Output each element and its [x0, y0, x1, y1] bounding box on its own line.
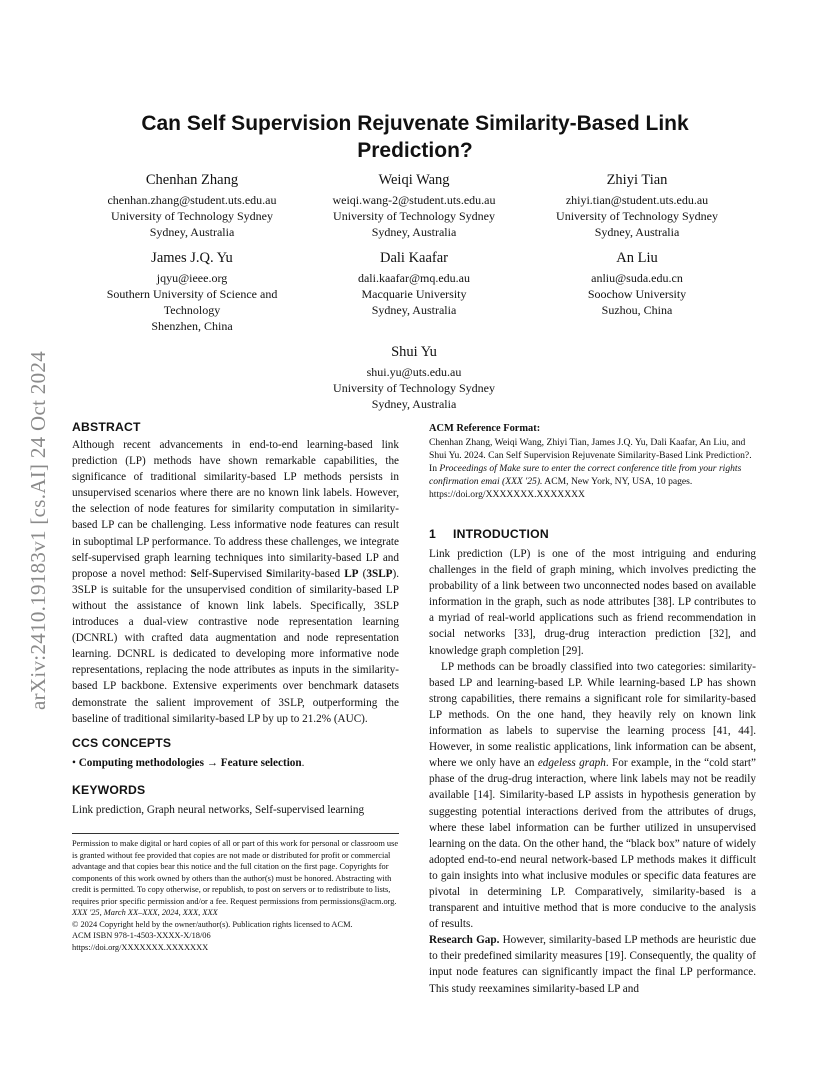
author-block [77, 249, 307, 334]
acm-reference [429, 422, 756, 501]
author-location: Sydney, Australia [371, 397, 457, 411]
intro-paragraph-2: LP methods can be broadly classified into two categories: similarity-based LP and learning-based LP. While learning-based LP has shown strong capabilities, there remains a significant role for similarity-based LP methods. On the one hand, they heavily rely on known link information as labels to supervise the learning process [41, 44]. However, in some realistic applications, link information can be absent, where we only have an edgeless graph. For example, in the “cold start” phase of the drug-drug interaction, where link labels may not be readily available [14]. Similarity-based LP assists in hypothesis generation by suggesting potential interactions derived from the attributes of drugs, where these label information can be further utilized in unsupervised learning on the data. On the other hand, the “black box” nature of widely adopted end-to-end neural network-based LP methods makes it difficult to gain insights into what inclusive modules or specific data features are pivotal in determining LP. Comparatively, similarity-based is a transparent and intuitive method that is more conducive to the analysis of results. [429, 660, 756, 931]
acm-reference-text: Chenhan Zhang, Weiqi Wang, Zhiyi Tian, James J.Q. Yu, Dali Kaafar, An Liu, and Shui Yu. 2024. Can Self Supervision Rejuvenate Similarity-Based Link Prediction?. In Proceedings of Make sure to enter the correct conference title from your rights confirmation emai (XXX '25). ACM, New York, NY, USA, 10 pages. https://doi.org/XXXXXXX.XXXXXXX [429, 437, 752, 500]
abstract-heading: ABSTRACT [72, 420, 141, 434]
footnote [72, 838, 399, 953]
permission-notice: Permission to make digital or hard copies of all or part of this work for personal or classroom use is granted without fee provided that copies are not made or distributed for profit or commercial advantage and that copies bear this notice and the full citation on the first page. Copyrights for components of this work owned by others than the author(s) must be honored. Abstracting with credit is permitted. To copy otherwise, or republish, to post on servers or to redistribute to lists, requires prior specific permission and/or a fee. Request permissions from permissions@acm.org. [72, 839, 399, 906]
keywords-section [72, 782, 399, 818]
arxiv-stamp: arXiv:2410.19183v1 [cs.AI] 24 Oct 2024 [25, 350, 50, 710]
author-name: Shui Yu [391, 344, 437, 360]
author-block [299, 171, 529, 240]
introduction-heading: 1 INTRODUCTION [429, 527, 549, 541]
acm-reference-heading: ACM Reference Format: [429, 423, 541, 434]
author-block [522, 249, 752, 318]
paper-title: Can Self Supervision Rejuvenate Similarity-Based Link Prediction? [141, 112, 689, 162]
keywords-heading: KEYWORDS [72, 783, 146, 797]
author-affiliation: Southern University of Science and Technology [106, 287, 278, 317]
author-affiliation: University of Technology Sydney [111, 209, 273, 223]
abstract-text: Although recent advancements in end-to-end learning-based link prediction (LP) methods have shown remarkable capabilities, the significance of traditional similarity-based LP methods persists in unsupervised scenarios where there are no known link labels. However, the selection of node features for similarity computation in similarity-based LP can be challenging. Less informative node features can result in suboptimal LP performance. To address these challenges, we integrate self-supervised graph learning techniques into similarity-based LP and propose a novel method: Self-Supervised Similarity-based LP (3SLP). 3SLP is suitable for the unsupervised condition of similarity-based LP without the assistance of known link labels. Specifically, 3SLP introduces a dual-view contrastive node representation learning (DCNRL) with crafted data augmentation and node representation learning. DCNRL is dedicated to developing more informative node representations, replacing the node attributes as inputs in the similarity-based LP backbone. Extensive experiments over benchmark datasets demonstrate the salient improvement of 3SLP, outperforming the baseline of traditional similarity-based LP by up to 21.2% (AUC). [72, 439, 400, 725]
ccs-section [72, 735, 399, 771]
author-email[interactable]: chenhan.zhang@student.uts.edu.au [107, 193, 277, 207]
author-location: Shenzhen, China [151, 319, 233, 333]
author-location: Sydney, Australia [371, 303, 457, 317]
abstract-section [72, 419, 399, 727]
author-email[interactable]: weiqi.wang-2@student.uts.edu.au [332, 193, 496, 207]
author-location: Sydney, Australia [371, 225, 457, 239]
author-email[interactable]: anliu@suda.edu.cn [591, 271, 683, 285]
author-email[interactable]: shui.yu@uts.edu.au [366, 365, 462, 379]
ccs-concept: • Computing methodologies → Feature selection. [72, 757, 305, 769]
author-block [522, 171, 752, 240]
copyright: © 2024 Copyright held by the owner/author(s). Publication rights licensed to ACM. [72, 919, 353, 929]
keywords-text: Link prediction, Graph neural networks, Self-supervised learning [72, 804, 365, 816]
introduction-section [429, 526, 756, 997]
ccs-heading: CCS CONCEPTS [72, 736, 172, 750]
author-block [77, 171, 307, 240]
author-email[interactable]: jqyu@ieee.org [156, 271, 228, 285]
author-block [299, 343, 529, 412]
intro-paragraph-1: Link prediction (LP) is one of the most intriguing and enduring challenges in the field of graph mining, which involves predicting the probability of a link between two unconnected nodes based on available information in the graph, such as node attributes [38]. LP contributes to a myriad of real-world applications such as friend recommendation in social networks [33], drug-drug interaction prediction [32], and knowledge graph completion [29]. [429, 548, 756, 657]
author-block [299, 249, 529, 318]
author-affiliation: Soochow University [587, 287, 687, 301]
author-affiliation: University of Technology Sydney [333, 381, 495, 395]
method-name: S [190, 567, 197, 580]
venue: XXX '25, March XX–XXX, 2024, XXX, XXX [72, 908, 218, 917]
author-email[interactable]: dali.kaafar@mq.edu.au [357, 271, 470, 285]
author-location: Sydney, Australia [149, 225, 235, 239]
author-name: An Liu [616, 250, 658, 266]
author-affiliation: University of Technology Sydney [333, 209, 495, 223]
author-location: Sydney, Australia [594, 225, 680, 239]
doi-link[interactable]: https://doi.org/XXXXXXX.XXXXXXX [72, 942, 209, 952]
author-name: James J.Q. Yu [151, 250, 233, 266]
author-name: Zhiyi Tian [606, 172, 668, 188]
author-affiliation: University of Technology Sydney [556, 209, 718, 223]
author-name: Chenhan Zhang [145, 172, 239, 188]
author-affiliation: Macquarie University [361, 287, 467, 301]
intro-paragraph-3: Research Gap. However, similarity-based LP methods are heuristic due to their predefined similarity measures [19]. Consequently, the quality of input node features can significantly impact the final LP performance. This study reexamines similarity-based LP and [429, 934, 756, 995]
author-name: Dali Kaafar [379, 250, 449, 266]
footnote-rule [72, 833, 399, 834]
author-location: Suzhou, China [601, 303, 673, 317]
author-email[interactable]: zhiyi.tian@student.uts.edu.au [565, 193, 709, 207]
isbn: ACM ISBN 978-1-4503-XXXX-X/18/06 [72, 931, 211, 940]
author-name: Weiqi Wang [378, 172, 450, 188]
